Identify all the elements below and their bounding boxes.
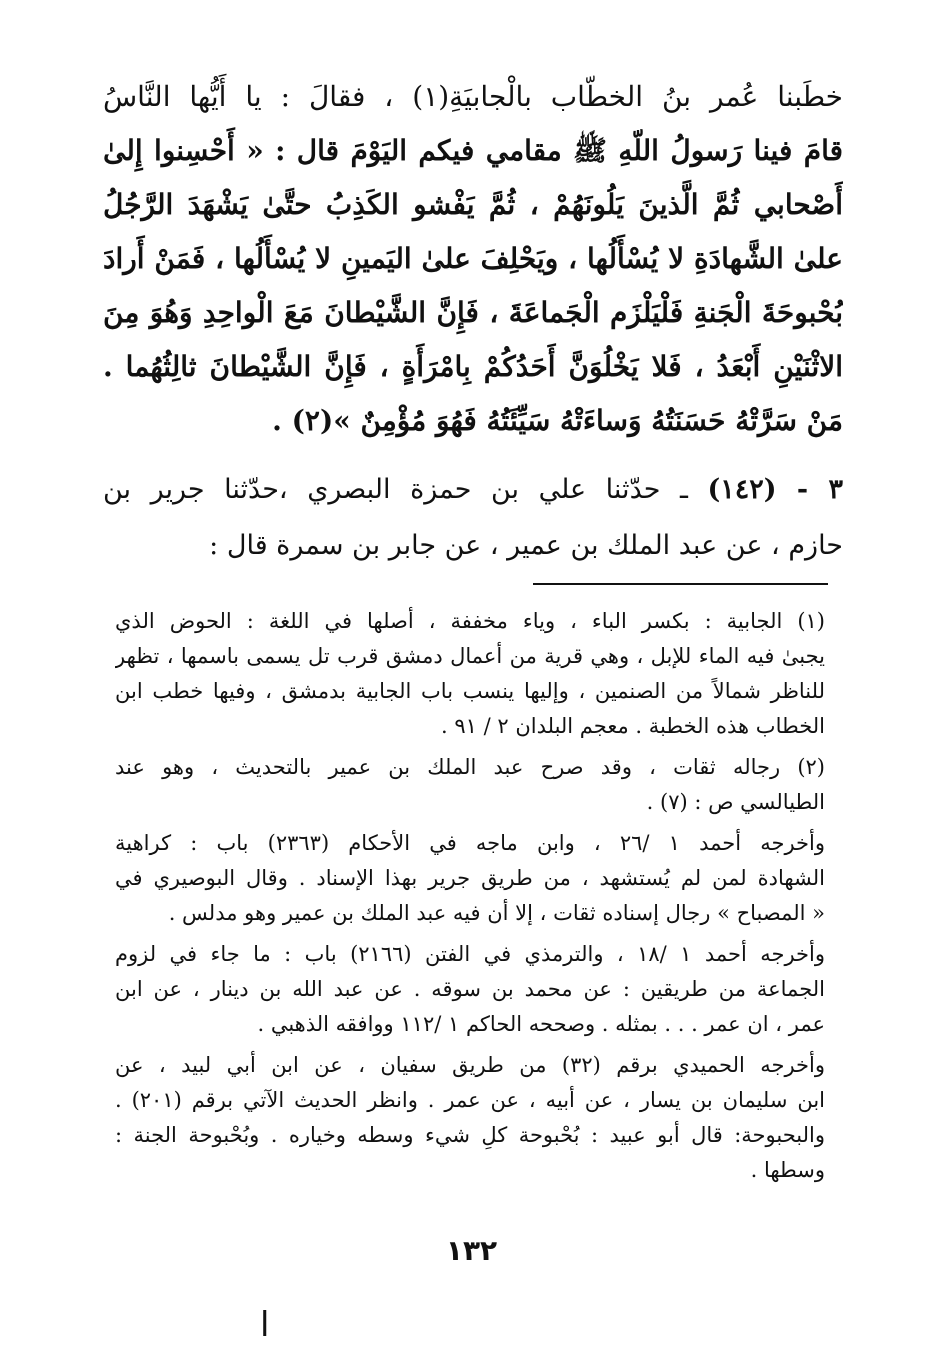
footnote-line: والبحبوحة: قال أبو عبيد : بُحْبوحة كلِ شيء وسطه وخياره . وبُحْبوحة الجنة : <box>115 1123 825 1147</box>
footnote-line: ابن سليمان بن يسار ، عن أبيه ، عن عمر . وانظر الحديث الآتي برقم (٢٠١) . <box>115 1088 825 1112</box>
main-text-line: مَنْ سَرَّتْهُ حَسَنَتُهُ وَساءَتْهُ سَيِّئَتُهُ فَهُوَ مُؤْمِنٌ »(٢) . <box>272 404 843 437</box>
footnote <box>115 604 825 744</box>
footnote-line: (٢) رجاله ثقات ، وقد صرح عبد الملك بن عمير بالتحديث ، وهو عند <box>115 755 825 779</box>
footnote-line: الشهادة لمن لم يُستشهد ، من طريق جرير بهذا الإسناد . وقال البوصيري في <box>115 866 825 890</box>
main-text <box>103 70 843 448</box>
hadith-text: ـ حدّثنا علي بن حمزة البصري ،حدّثنا جرير بن <box>103 474 688 505</box>
footnote-line: « المصباح » رجال إسناده ثقات ، إلا أن فيه عبد الملك بن عمير وهو مدلس . <box>168 901 825 925</box>
footnote-line: وأخرجه أحمد ١ /١٨ ، والترمذي في الفتن (٢١٦٦) باب : ما جاء في لزوم <box>115 942 825 966</box>
footnote-line: الطيالسي ص : (٧) . <box>646 790 825 814</box>
footnote-line: وأخرجه الحميدي برقم (٣٢) من طريق سفيان ، عن ابن أبي لبيد ، عن <box>115 1053 825 1077</box>
main-text-line: أَصْحابي ثُمَّ الَّذينَ يَلُونَهُمْ ، ثُمَّ يَفْشو الكَذِبُ حتَّىٰ يَشْهَدَ الرَّجُلُ <box>103 188 843 221</box>
footnote-line: الجماعة من طريقين : عن محمد بن سوقه . عن عبد الله بن دينار ، عن ابن <box>115 977 825 1001</box>
footnote-line: الخطاب هذه الخطبة . معجم البلدان ٢ / ٩١ . <box>441 714 825 738</box>
footnote <box>115 750 825 820</box>
footnote-line: وأخرجه أحمد ١ /٢٦ ، وابن ماجه في الأحكام (٢٣٦٣) باب : كراهية <box>115 831 825 855</box>
main-text-line: خطَبنا عُمر بنُ الخطّاب بالْجابيَةِ(١) ، فقالَ : يا أَيُّها النَّاسُ <box>103 80 843 113</box>
page-number: ١٣٢ <box>445 1234 498 1267</box>
footnote-line: وسطها . <box>750 1158 825 1182</box>
hadith-isnad <box>103 462 843 574</box>
footnotes <box>115 604 825 1194</box>
handwritten-mark: ا <box>260 1305 270 1345</box>
main-text-line: علىٰ الشَّهادَةِ لا يُسْأَلُها ، ويَحْلِفَ علىٰ اليَمينِ لا يُسْأَلُها ، فَمَنْ أَرادَ <box>103 242 843 275</box>
main-text-line: بُحْبوحَةَ الْجَنةِ فَلْيَلْزَم الْجَماعَةَ ، فَإِنَّ الشَّيْطانَ مَعَ الْواحِدِ وَهُوَ مِنَ <box>103 296 843 329</box>
hadith-number: ٣ - (١٤٢) <box>707 474 843 505</box>
footnote-line: يجبىٰ فيه الماء للإبل ، وهي قرية من أعمال دمشق قرب تل يسمى باسمها ، تظهر <box>115 644 825 668</box>
footnote-line: عمر ، ان عمر . . . بمثله . وصححه الحاكم ١ /١١٢ ووافقه الذهبي . <box>257 1012 825 1036</box>
main-text-line: قامَ فينا رَسولُ اللّهِ ﷺ مقامي فيكم اليَوْمَ قال : « أَحْسِنوا إِلىٰ <box>103 134 843 167</box>
footnote-separator <box>533 583 828 585</box>
footnote <box>115 1048 825 1188</box>
footnote-line: (١) الجابية : بكسر الباء ، وياء مخففة ، أصلها في اللغة : الحوض الذي <box>115 609 825 633</box>
footnote-line: للناظر شمالاً من الصنمين ، وإليها ينسب باب الجابية بدمشق ، وفيها خطب ابن <box>115 679 825 703</box>
footnote <box>115 937 825 1042</box>
footnote <box>115 826 825 931</box>
hadith-line <box>103 462 843 518</box>
main-text-line: الاثْنَيْنِ أَبْعَدُ ، فَلا يَخْلُوَنَّ أَحَدُكُمْ بِامْرَأَةٍ ، فَإِنَّ الشَّيْطانَ ثالِثُهُما . <box>103 350 843 383</box>
hadith-line: حازم ، عن عبد الملك بن عمير ، عن جابر بن سمرة قال : <box>209 530 843 561</box>
